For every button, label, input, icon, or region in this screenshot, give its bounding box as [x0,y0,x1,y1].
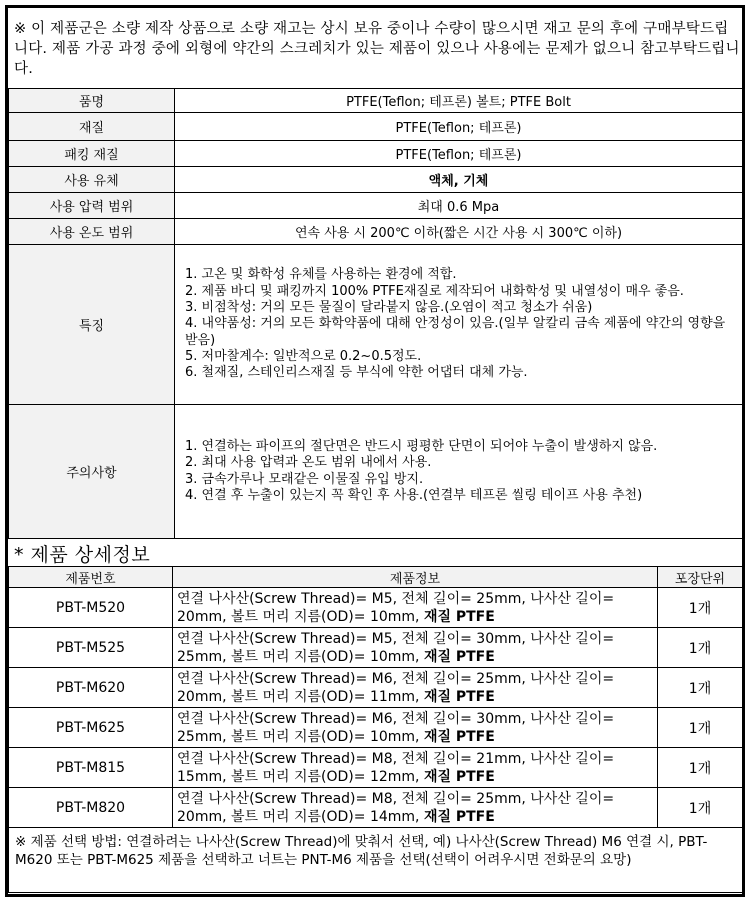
spec-value: PTFE(Teflon; 테프론) [175,113,743,141]
product-code: PBT-M815 [9,748,173,788]
spec-value: 액체, 기체 [175,167,743,193]
cautions-list [175,405,743,539]
product-info [173,788,658,828]
product-code: PBT-M525 [9,628,173,668]
spec-row [9,167,743,193]
table-row [9,628,743,668]
product-info [173,628,658,668]
product-code: PBT-M625 [9,708,173,748]
table-row [9,788,743,828]
product-info-text: 연결 나사산(Screw Thread)= M6, 전체 길이= 25mm, 나사산 길이= 20mm, 볼트 머리 지름(OD)= 11mm, [177,670,615,705]
table-row [9,588,743,628]
spec-label: 패킹 재질 [9,141,175,167]
caution-item: 2. 최대 사용 압력과 온도 범위 내에서 사용. [185,455,432,471]
spec-value: PTFE(Teflon; 테프론) 볼트; PTFE Bolt [175,89,743,113]
features-list [175,245,743,405]
feature-item: 5. 저마찰계수: 일반적으로 0.2~0.5정도. [185,348,422,364]
selection-guide-note: ※ 제품 선택 방법: 연결하려는 나사산(Screw Thread)에 맞춰서 선택, 예) 나사산(Screw Thread) M6 연결 시, PBT-M620 또는 PBT-M625 제품을 선택하고 너트는 PNT-M6 제품을 선택(선택이 어려우시면 전화문의 요망) [8,827,743,893]
feature-item: 2. 제품 바디 및 패킹까지 100% PTFE재질로 제작되어 내화학성 및 내열성이 매우 좋음. [185,283,684,299]
product-code: PBT-M520 [9,588,173,628]
product-material: 재질 PTFE [423,688,495,705]
product-material: 재질 PTFE [423,808,495,825]
spec-label: 재질 [9,113,175,141]
cautions-label: 주의사항 [9,405,175,539]
features-row [9,245,743,405]
spec-row [9,89,743,113]
table-row [9,748,743,788]
product-code: PBT-M820 [9,788,173,828]
spec-row [9,113,743,141]
spec-value: 최대 0.6 Mpa [175,193,743,219]
feature-item: 6. 철재질, 스테인리스재질 등 부식에 약한 어댑터 대체 가능. [185,365,528,381]
product-info [173,588,658,628]
notice-text: ※ 이 제품군은 소량 제작 상품으로 소량 재고는 상시 보유 중이나 수량이 많으시면 재고 문의 후에 구매부탁드립니다. 제품 가공 과정 중에 외형에 약간의 스크레치가 있는 제품이 있으나 사용에는 문제가 없으니 참고부탁드립니다. [14,21,740,77]
pack-unit: 1개 [658,788,743,828]
product-material: 재질 PTFE [423,768,495,785]
product-info [173,708,658,748]
product-info-text: 연결 나사산(Screw Thread)= M8, 전체 길이= 25mm, 나사산 길이= 20mm, 볼트 머리 지름(OD)= 14mm, [177,790,615,825]
spec-row [9,219,743,245]
pack-unit: 1개 [658,628,743,668]
cautions-row [9,405,743,539]
product-code: PBT-M620 [9,668,173,708]
feature-item: 4. 내약품성: 거의 모든 화학약품에 대해 안정성이 있음.(일부 알칼리 금속 제품에 약간의 영향을 받음) [185,316,726,348]
table-row [9,708,743,748]
spec-value: PTFE(Teflon; 테프론) [175,141,743,167]
spec-table [8,88,743,539]
pack-unit: 1개 [658,588,743,628]
header-code: 제품번호 [9,567,173,588]
caution-item: 1. 연결하는 파이프의 절단면은 반드시 평평한 단면이 되어야 누출이 발생하지 않음. [185,438,658,454]
product-info-text: 연결 나사산(Screw Thread)= M5, 전체 길이= 25mm, 나사산 길이= 20mm, 볼트 머리 지름(OD)= 10mm, [177,590,615,625]
product-material: 재질 PTFE [423,728,495,745]
detail-header-row [9,567,743,588]
header-info: 제품정보 [173,567,658,588]
product-info-text: 연결 나사산(Screw Thread)= M5, 전체 길이= 30mm, 나사산 길이= 25mm, 볼트 머리 지름(OD)= 10mm, [177,630,615,665]
caution-item: 3. 금속가루나 모래같은 이물질 유입 방지. [185,471,424,487]
spec-row [9,193,743,219]
table-row [9,668,743,708]
spec-value: 연속 사용 시 200℃ 이하(짧은 시간 사용 시 300℃ 이하) [175,219,743,245]
spec-label: 사용 압력 범위 [9,193,175,219]
pack-unit: 1개 [658,668,743,708]
header-unit: 포장단위 [658,567,743,588]
feature-item: 1. 고온 및 화학성 유체를 사용하는 환경에 적합. [185,267,457,283]
product-material: 재질 PTFE [423,648,495,665]
product-material: 재질 PTFE [423,608,495,625]
pack-unit: 1개 [658,708,743,748]
detail-section-title: * 제품 상세정보 [14,544,151,566]
spec-label: 사용 온도 범위 [9,219,175,245]
spec-label: 품명 [9,89,175,113]
product-info [173,668,658,708]
features-label: 특징 [9,245,175,405]
spec-label: 사용 유체 [9,167,175,193]
feature-item: 3. 비점착성: 거의 모든 물질이 달라붙지 않음.(오염이 적고 청소가 쉬움) [185,300,593,316]
pack-unit: 1개 [658,748,743,788]
spec-row [9,141,743,167]
product-info-text: 연결 나사산(Screw Thread)= M8, 전체 길이= 21mm, 나사산 길이= 15mm, 볼트 머리 지름(OD)= 12mm, [177,750,615,785]
caution-item: 4. 연결 후 누출이 있는지 꼭 확인 후 사용.(연결부 테프론 씰링 테이프 사용 추천) [185,487,643,503]
detail-table [8,566,743,828]
product-info [173,748,658,788]
product-info-text: 연결 나사산(Screw Thread)= M6, 전체 길이= 30mm, 나사산 길이= 25mm, 볼트 머리 지름(OD)= 10mm, [177,710,615,745]
